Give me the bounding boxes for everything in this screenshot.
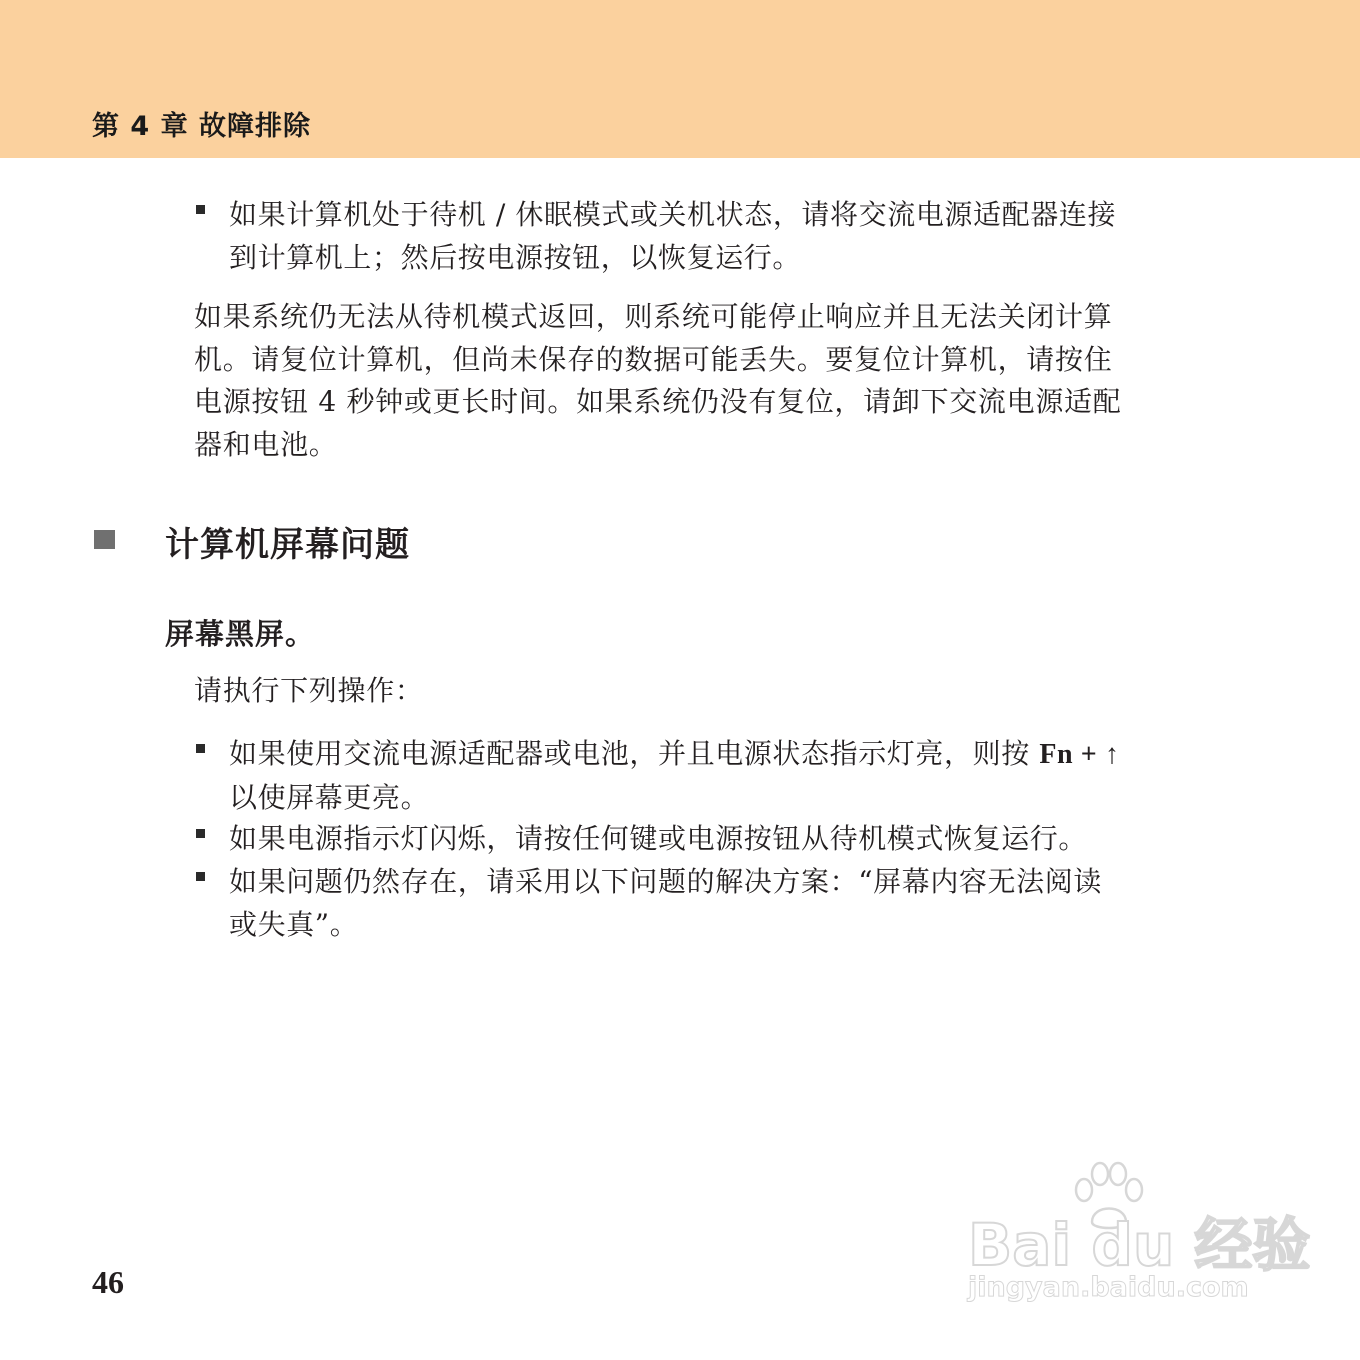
section-heading: 计算机屏幕问题 bbox=[165, 525, 410, 565]
bullet-square-icon bbox=[196, 829, 205, 838]
paragraph-line: 器和电池。 bbox=[194, 427, 338, 461]
list-item-line: 如果问题仍然存在，请采用以下问题的解决方案：“屏幕内容无法阅读 bbox=[229, 865, 1102, 898]
list-item-line: 到计算机上；然后按电源按钮，以恢复运行。 bbox=[229, 241, 802, 274]
bullet-square-icon bbox=[196, 205, 205, 214]
list-item-line: 如果计算机处于待机 / 休眠模式或关机状态，请将交流电源适配器连接 bbox=[229, 198, 1117, 231]
sub-heading: 屏幕黑屏。 bbox=[165, 617, 316, 651]
list-item-line: 以使屏幕更亮。 bbox=[229, 781, 430, 814]
list-item-line bbox=[229, 732, 1229, 776]
chapter-title: 第 4 章 故障排除 bbox=[92, 111, 311, 142]
list-item-line: 如果电源指示灯闪烁，请按任何键或电源按钮从待机模式恢复运行。 bbox=[229, 822, 1088, 855]
key-combo: Fn + ↑ bbox=[1039, 739, 1120, 770]
list-item-text bbox=[229, 860, 1229, 946]
watermark-brand: Bai du 经验 bbox=[968, 1211, 1311, 1279]
baidu-watermark bbox=[960, 1160, 1311, 1310]
instruction-text: 请执行下列操作： bbox=[194, 674, 424, 707]
watermark-url: jingyan.baidu.com bbox=[968, 1272, 1249, 1303]
page-number: 46 bbox=[92, 1264, 124, 1300]
body-paragraph bbox=[194, 296, 1234, 466]
list-item-line-text: 如果使用交流电源适配器或电池，并且电源状态指示灯亮，则按 bbox=[229, 737, 1040, 770]
list-item-text bbox=[229, 817, 1229, 860]
bullet-square-icon bbox=[196, 744, 205, 753]
list-item-text bbox=[229, 732, 1229, 819]
section-marker-icon bbox=[94, 530, 115, 549]
paragraph-line: 电源按钮 4 秒钟或更长时间。如果系统仍没有复位，请卸下交流电源适配 bbox=[194, 385, 1122, 418]
list-item-line: 或失真”。 bbox=[229, 908, 359, 941]
bullet-square-icon bbox=[196, 872, 205, 881]
paragraph-line: 机。请复位计算机，但尚未保存的数据可能丢失。要复位计算机，请按住 bbox=[194, 342, 1113, 376]
paragraph-line: 如果系统仍无法从待机模式返回，则系统可能停止响应并且无法关闭计算 bbox=[194, 300, 1113, 333]
list-item-text bbox=[229, 193, 1229, 279]
chapter-header-band bbox=[0, 0, 1360, 158]
